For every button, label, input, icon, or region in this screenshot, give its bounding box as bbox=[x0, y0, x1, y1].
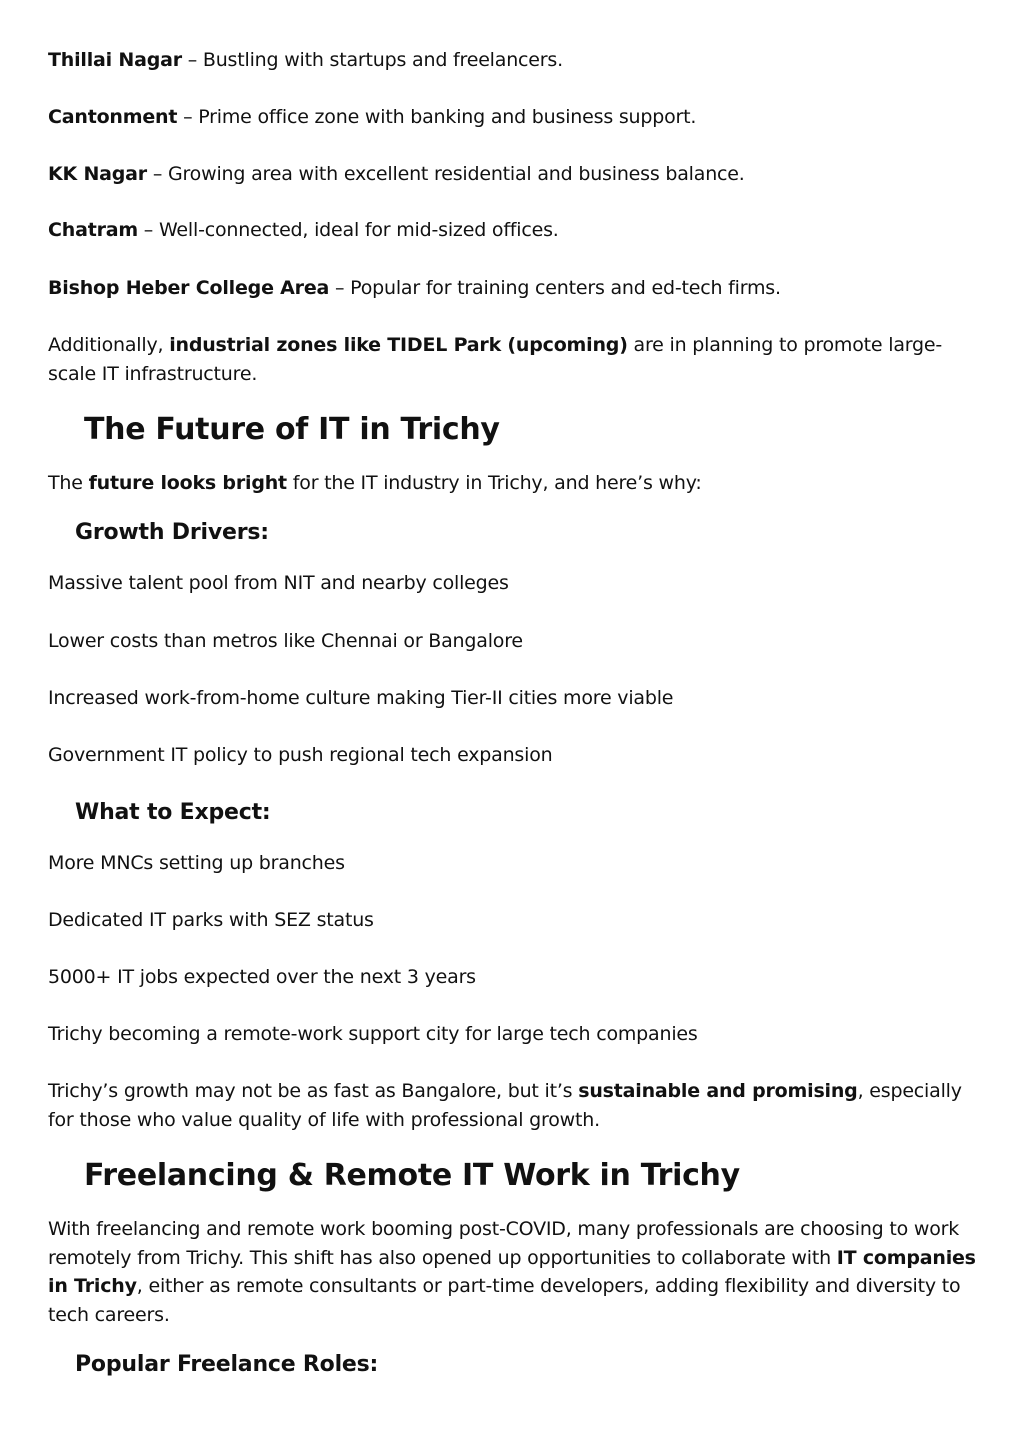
area-name: Cantonment bbox=[48, 106, 178, 128]
area-description: – Bustling with startups and freelancers. bbox=[181, 49, 563, 71]
growth-drivers-heading: Growth Drivers: bbox=[75, 520, 269, 545]
additional-text-bold: industrial zones like TIDEL Park (upcoming) bbox=[169, 334, 628, 356]
closing-text-bold: sustainable and promising bbox=[578, 1080, 858, 1102]
growth-driver-item: Increased work-from-home culture making Tier-II cities more viable bbox=[48, 687, 674, 709]
area-item-chatram bbox=[48, 216, 978, 245]
area-name: Thillai Nagar bbox=[48, 49, 182, 71]
freelance-roles-heading: Popular Freelance Roles: bbox=[75, 1352, 379, 1377]
freelance-heading: Freelancing & Remote IT Work in Trichy bbox=[84, 1158, 740, 1193]
area-item-kk-nagar bbox=[48, 160, 978, 189]
additional-paragraph bbox=[48, 331, 978, 388]
freelance-text-bold: IT companies in Trichy bbox=[48, 1246, 976, 1297]
growth-driver-item: Government IT policy to push regional tech expansion bbox=[48, 744, 553, 766]
what-to-expect-heading: What to Expect: bbox=[75, 800, 271, 825]
area-name: KK Nagar bbox=[48, 163, 147, 185]
expectation-item: Dedicated IT parks with SEZ status bbox=[48, 909, 374, 931]
area-item-bishop-heber bbox=[48, 274, 978, 303]
area-description: – Popular for training centers and ed-tech firms. bbox=[329, 277, 781, 299]
future-intro bbox=[48, 469, 978, 498]
area-description: – Growing area with excellent residential and business balance. bbox=[146, 163, 745, 185]
additional-text-end: are in planning to promote large-scale IT infrastructure. bbox=[48, 334, 943, 385]
area-description: – Well-connected, ideal for mid-sized offices. bbox=[137, 219, 559, 241]
additional-text-start: Additionally, bbox=[48, 334, 170, 356]
expectation-item: More MNCs setting up branches bbox=[48, 852, 345, 874]
area-name: Bishop Heber College Area bbox=[48, 277, 330, 299]
closing-text-end: , especially for those who value quality of life with professional growth. bbox=[48, 1080, 962, 1131]
future-closing-paragraph bbox=[48, 1077, 978, 1134]
closing-text-start: Trichy’s growth may not be as fast as Bangalore, but it’s bbox=[48, 1080, 579, 1102]
area-item-thillai-nagar bbox=[48, 46, 978, 75]
growth-driver-item: Massive talent pool from NIT and nearby colleges bbox=[48, 572, 509, 594]
freelance-text-end: , either as remote consultants or part-time developers, adding flexibility and diversity to tech careers. bbox=[48, 1275, 961, 1326]
future-intro-end: for the IT industry in Trichy, and here’s why: bbox=[286, 472, 702, 494]
expectation-item: 5000+ IT jobs expected over the next 3 years bbox=[48, 966, 476, 988]
area-description: – Prime office zone with banking and business support. bbox=[177, 106, 697, 128]
expectation-item: Trichy becoming a remote-work support city for large tech companies bbox=[48, 1023, 698, 1045]
future-heading: The Future of IT in Trichy bbox=[84, 412, 500, 447]
area-name: Chatram bbox=[48, 219, 138, 241]
future-intro-bold: future looks bright bbox=[88, 472, 287, 494]
freelance-paragraph bbox=[48, 1215, 978, 1329]
growth-driver-item: Lower costs than metros like Chennai or Bangalore bbox=[48, 630, 523, 652]
area-item-cantonment bbox=[48, 103, 978, 132]
future-intro-start: The bbox=[48, 472, 89, 494]
freelance-text-start: With freelancing and remote work booming post-COVID, many professionals are choosing to work remotely from Trichy. This shift has also opened up opportunities to collaborate with bbox=[48, 1218, 960, 1269]
